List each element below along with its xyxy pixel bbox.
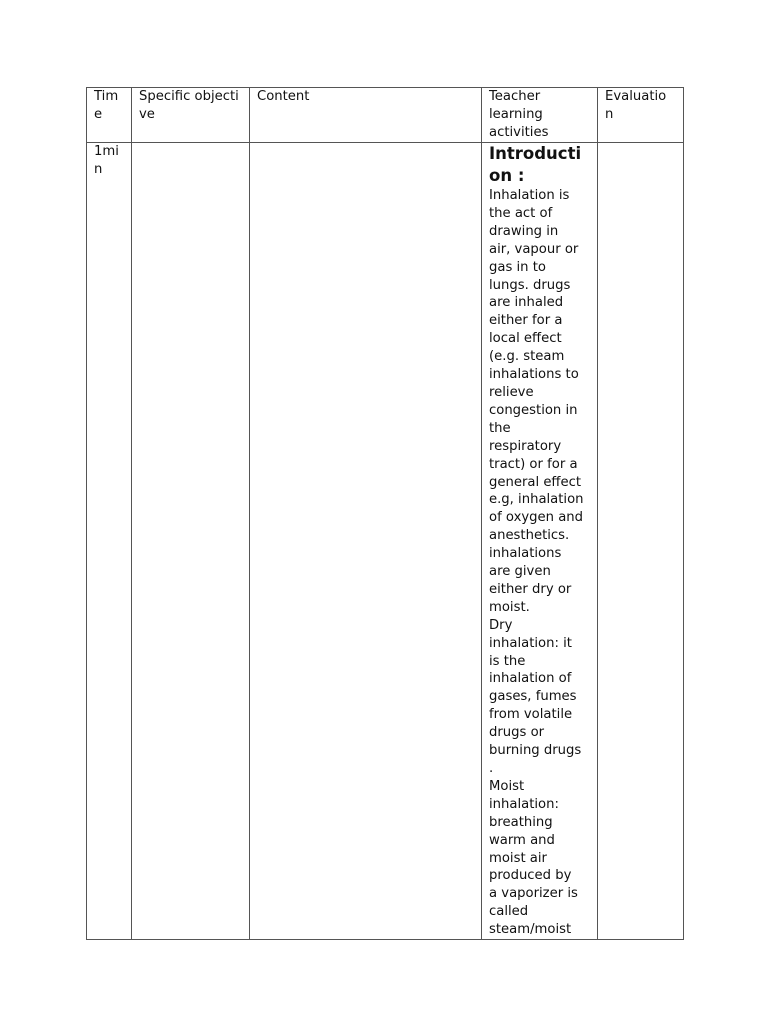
time-value: 1mi n bbox=[94, 144, 119, 177]
header-content-cell bbox=[250, 88, 482, 143]
teacher-learning-activities-cell bbox=[482, 143, 598, 940]
inhalation-definition-paragraph: Inhalation is the act of drawing in air, vapour or gas in to lungs. drugs are inhaled either for a local effect (e.g. steam inhalations to relieve congestion in the respiratory tract) or for a general effect e.g, inhalation of oxygen and anesthetics. inhalations are given either dry or moist. bbox=[489, 188, 584, 615]
header-teacher-learning-activities-cell bbox=[482, 88, 598, 143]
table-header-row bbox=[87, 88, 684, 143]
table-row bbox=[87, 143, 684, 940]
introduction-heading: Introducti on : bbox=[489, 144, 582, 185]
header-specific-objective-cell bbox=[132, 88, 250, 143]
header-teacher-learning-activities: Teacher learning activities bbox=[489, 89, 549, 140]
evaluation-cell bbox=[598, 143, 684, 940]
header-evaluation: Evaluatio n bbox=[605, 89, 667, 122]
time-cell bbox=[87, 143, 132, 940]
header-content: Content bbox=[257, 89, 310, 104]
header-time-cell bbox=[87, 88, 132, 143]
dry-inhalation-paragraph: Dry inhalation: it is the inhalation of gases, fumes from volatile drugs or burning drugs . bbox=[489, 617, 582, 776]
activities-text-block bbox=[482, 143, 597, 939]
header-evaluation-cell bbox=[598, 88, 684, 143]
specific-objective-cell bbox=[132, 143, 250, 940]
header-specific-objective: Specific objective bbox=[139, 89, 239, 122]
header-time: Tim e bbox=[94, 89, 119, 122]
content-cell bbox=[250, 143, 482, 940]
moist-inhalation-paragraph: Moist inhalation: breathing warm and moist air produced by a vaporizer is called steam/moist bbox=[489, 778, 578, 938]
lesson-plan-table bbox=[86, 87, 684, 940]
